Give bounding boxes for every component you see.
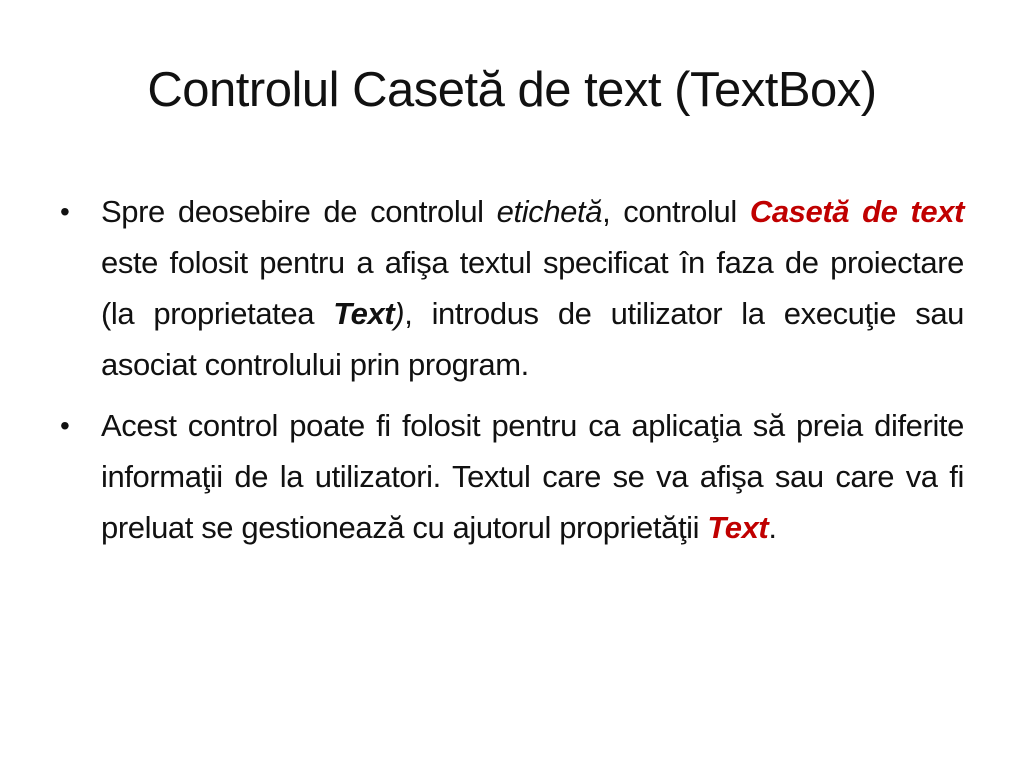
bullet-dot-icon: • [60, 196, 70, 227]
bullet-1-text-c: este folosit pentru a afişa textul specificat în faza de proiectare (la proprietatea [101, 245, 964, 331]
bullet-item-1 [58, 186, 964, 390]
bullet-2-text-end: . [768, 510, 777, 545]
bullet-item-2 [58, 400, 964, 553]
bullet-2-term-text: Text [707, 510, 769, 545]
slide-title: Controlul Casetă de text (TextBox) [147, 63, 877, 117]
bullet-2-text-a: Acest control poate fi folosit pentru ca aplicaţia să preia diferite informaţii de la utilizatori. Textul care se va afişa sau care va fi preluat se gestionează cu ajutorul proprietăţii [101, 408, 964, 545]
bullet-dot-icon: • [60, 410, 70, 441]
bullet-1-text-a: Spre deosebire de controlul [101, 194, 497, 229]
bullet-1-term-eticheta: etichetă [496, 194, 603, 229]
bullet-1-text-b: , controlul [602, 194, 750, 229]
bullet-1-term-text: Text [333, 296, 395, 331]
bullet-1-text-d: , introdus de utilizator la execuţie sau asociat controlului prin program. [101, 296, 965, 382]
bullet-1-close-paren: ) [394, 296, 405, 331]
bullet-1-term-caseta-de-text: Casetă de text [749, 194, 965, 229]
bullet-list [58, 186, 964, 563]
